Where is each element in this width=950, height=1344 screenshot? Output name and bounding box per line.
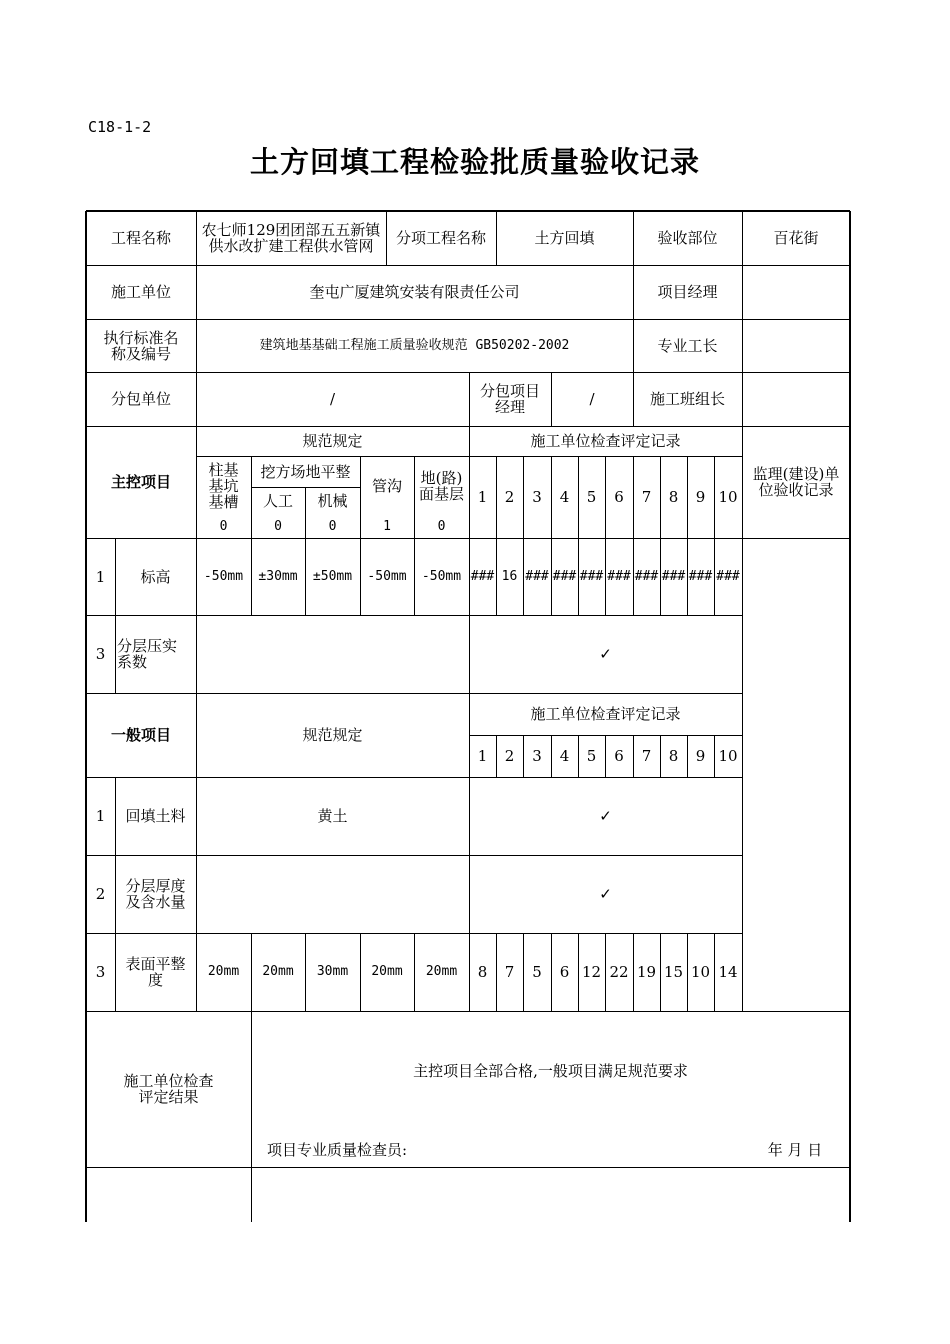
construction-unit-label: 施工单位 (110, 283, 171, 301)
check-value: 22 (609, 963, 629, 981)
check-column-number: 1 (477, 747, 488, 765)
check-value: 12 (581, 963, 602, 981)
col-manual: 人工 (262, 492, 293, 510)
acceptance-part-value: 百花街 (773, 229, 819, 247)
check-column-number: 7 (641, 747, 652, 765)
col-machine: 机械 (317, 492, 348, 510)
check-column-number: 6 (614, 747, 624, 765)
check-value: ### (525, 568, 549, 584)
check-value: 10 (690, 963, 711, 981)
col-sub-value: 0 (219, 518, 228, 534)
col-excavation: 挖方场地平整 (260, 462, 351, 481)
date-label: 年 月 日 (767, 1141, 823, 1159)
check-column-number: 8 (668, 747, 679, 765)
main-control-label: 主控项目 (110, 473, 171, 491)
subcontractor-label: 分包单位 (110, 390, 171, 408)
check-value: 5 (532, 963, 542, 981)
page-title: 土方回填工程检验批质量验收记录 (249, 145, 700, 179)
foreman-label: 专业工长 (657, 336, 718, 355)
team-leader-label: 施工班组长 (649, 390, 725, 408)
inspector-label: 项目专业质量检查员: (267, 1141, 408, 1159)
sub-manager-value: / (589, 390, 595, 408)
check-value: ### (661, 568, 686, 584)
spec-value: -50mm (421, 568, 462, 584)
table-row-number: 1 (95, 567, 106, 586)
col-trench: 管沟 (371, 476, 402, 495)
col-sub-value: 1 (383, 518, 391, 534)
check-value: ### (634, 568, 659, 584)
result-text: 主控项目全部合格,一般项目满足规范要求 (413, 1062, 688, 1080)
check-column-number: 3 (532, 747, 542, 765)
table-row-name: 表面平整 度 (125, 955, 186, 989)
spec-value: ±50mm (312, 568, 353, 584)
check-value: 15 (663, 963, 684, 981)
check-value: 19 (636, 963, 657, 981)
general-items-label: 一般项目 (110, 726, 171, 744)
check-column-number: 9 (695, 747, 706, 765)
spec-value (196, 855, 469, 933)
standard-value: 建筑地基基础工程施工质量验收规范 GB50202-2002 (259, 337, 570, 353)
general-spec-label: 规范规定 (302, 726, 363, 744)
check-value: 14 (718, 963, 738, 981)
standard-label: 执行标准名 称及编号 (103, 328, 179, 363)
check-value: ### (716, 568, 740, 584)
check-column-number: 10 (718, 488, 738, 506)
check-value: ### (470, 568, 495, 584)
col-ground: 地(路) 面基层 (418, 468, 464, 503)
col-sub-value: 0 (328, 518, 337, 534)
check-value: ### (552, 568, 577, 584)
check-column-number: 7 (641, 488, 652, 506)
col-sub-value: 0 (437, 518, 446, 534)
check-column-number: 4 (559, 488, 570, 506)
sub-project-value: 土方回填 (534, 229, 595, 247)
check-value: ### (607, 568, 631, 584)
spec-label: 规范规定 (302, 432, 363, 450)
spec-value: ±30mm (258, 568, 298, 584)
spec-value: -50mm (203, 568, 244, 584)
construction-unit-value: 奎屯广厦建筑安装有限责任公司 (309, 283, 520, 301)
spec-value: -50mm (367, 568, 407, 584)
spec-value: 20mm (207, 964, 240, 979)
table-row-name: 回填土料 (125, 807, 186, 825)
check-column-number: 2 (504, 488, 515, 506)
project-manager-label: 项目经理 (657, 283, 718, 301)
table-row-number: 2 (95, 885, 106, 903)
check-column-number: 9 (695, 488, 706, 506)
table-row-name: 分层厚度 及含水量 (125, 877, 186, 911)
check-value: 8 (477, 963, 488, 981)
check-column-number: 5 (586, 747, 597, 765)
check-value: 6 (559, 963, 570, 981)
table-row-name: 标高 (140, 567, 171, 586)
spec-value: 20mm (425, 964, 458, 979)
table-row-number: 3 (95, 963, 106, 981)
spec-value: 黄土 (317, 807, 348, 825)
sub-project-label: 分项工程名称 (395, 229, 486, 247)
subcontractor-value: / (329, 390, 336, 408)
check-value: 7 (504, 963, 515, 981)
sub-manager-label: 分包项目 经理 (479, 382, 540, 416)
result-label: 施工单位检查 评定结果 (123, 1072, 214, 1106)
table-row-number: 3 (95, 645, 106, 663)
col-pit: 柱基 基坑 基槽 (208, 460, 239, 511)
check-value: ### (579, 568, 604, 584)
spec-value: 20mm (371, 964, 403, 979)
project-name-label: 工程名称 (110, 229, 171, 247)
check-column-number: 4 (559, 747, 570, 765)
form-code: C18-1-2 (88, 118, 152, 136)
col-sub-value: 0 (274, 518, 282, 534)
check-mark: ✓ (599, 645, 612, 663)
general-record-label: 施工单位检查评定记录 (530, 705, 681, 723)
record-label: 施工单位检查评定记录 (530, 432, 681, 450)
check-column-number: 2 (504, 747, 515, 765)
project-name-value: 农七师129团团部五五新镇 供水改扩建工程供水管网 (201, 221, 381, 255)
supervisor-label: 监理(建设)单 位验收记录 (752, 465, 840, 499)
spec-value: 20mm (262, 964, 294, 979)
check-mark: ✓ (599, 885, 612, 903)
check-column-number: 5 (586, 488, 597, 506)
table-row-name: 分层压实 系数 (117, 637, 178, 671)
check-value: 16 (501, 568, 518, 584)
check-column-number: 1 (477, 488, 488, 506)
check-column-number: 8 (668, 488, 679, 506)
spec-value: 30mm (316, 964, 349, 979)
check-column-number: 6 (614, 488, 624, 506)
check-column-number: 10 (718, 747, 738, 765)
grid-line (742, 538, 743, 1011)
table-row-number: 1 (95, 807, 106, 825)
check-column-number: 3 (532, 488, 542, 506)
check-mark: ✓ (599, 807, 612, 825)
check-value: ### (688, 568, 713, 584)
acceptance-part-label: 验收部位 (657, 229, 718, 247)
